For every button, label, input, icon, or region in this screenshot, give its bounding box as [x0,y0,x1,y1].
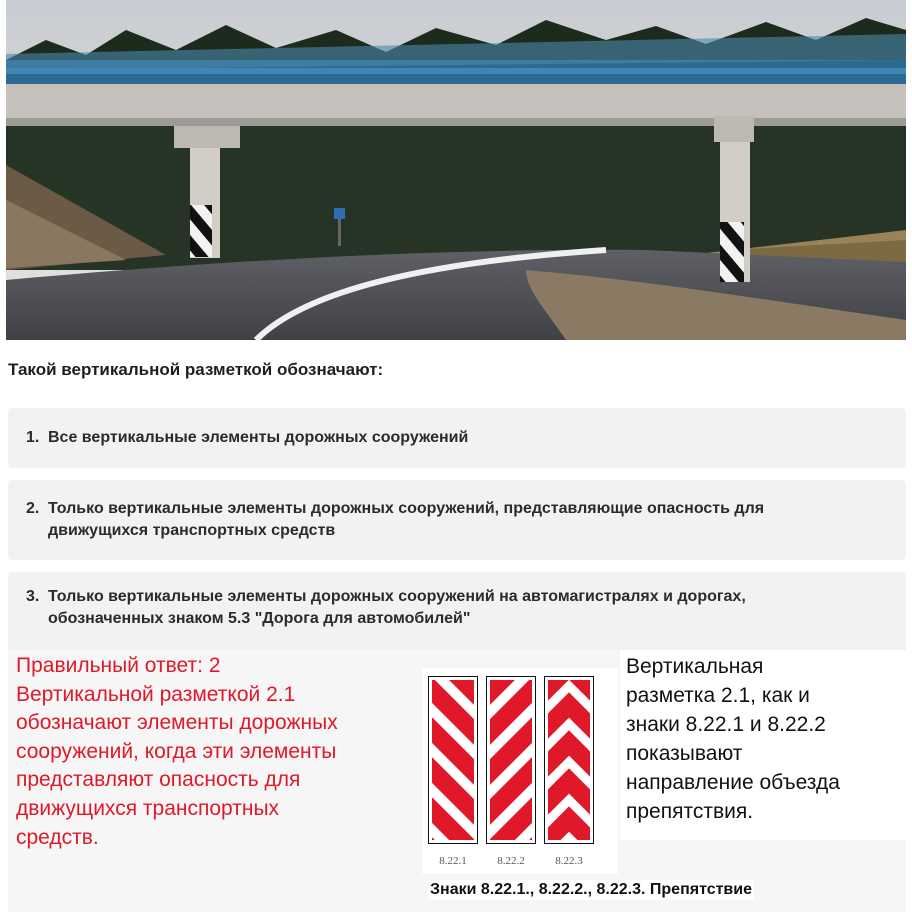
correct-answer-text: Правильный ответ: 2 Вертикальной разметкой 2.1 обозначают элементы дорожных сооружений, когда эти элементы представляют опасность для движущихся транспортных средств. [16,654,338,849]
answer-option-1[interactable] [8,408,906,468]
sign-8-22-3-icon [544,676,594,844]
sign-8-22-2-icon [486,676,536,844]
sign-label: 8.22.1 [439,855,467,867]
sign-label: 8.22.2 [497,855,525,867]
option-text: Все вертикальные элементы дорожных сооружений [48,429,469,446]
explanation-text: Вертикальная разметка 2.1, как и знаки 8.22.1 и 8.22.2 показывают направление объезда препятствия. [626,655,840,823]
signs-caption: Знаки 8.22.1., 8.22.2., 8.22.3. Препятствие [430,881,752,898]
overpass-photo [6,0,906,340]
sign-label: 8.22.3 [555,855,583,867]
option-number: 1. [26,429,40,446]
sign-8-22-1-icon [428,676,478,844]
option-text: Только вертикальные элементы дорожных сооружений, представляющие опасность для движущихся транспортных средств [48,500,765,539]
option-number: 2. [26,500,40,517]
option-text: Только вертикальные элементы дорожных сооружений на автомагистралях и дорогах, обозначенных знаком 5.3 "Дорога для автомобилей" [48,588,746,627]
option-number: 3. [26,588,40,605]
question-title: Такой вертикальной разметкой обозначают: [8,360,384,379]
answer-option-3[interactable] [8,572,906,652]
answer-option-2[interactable] [8,480,906,560]
